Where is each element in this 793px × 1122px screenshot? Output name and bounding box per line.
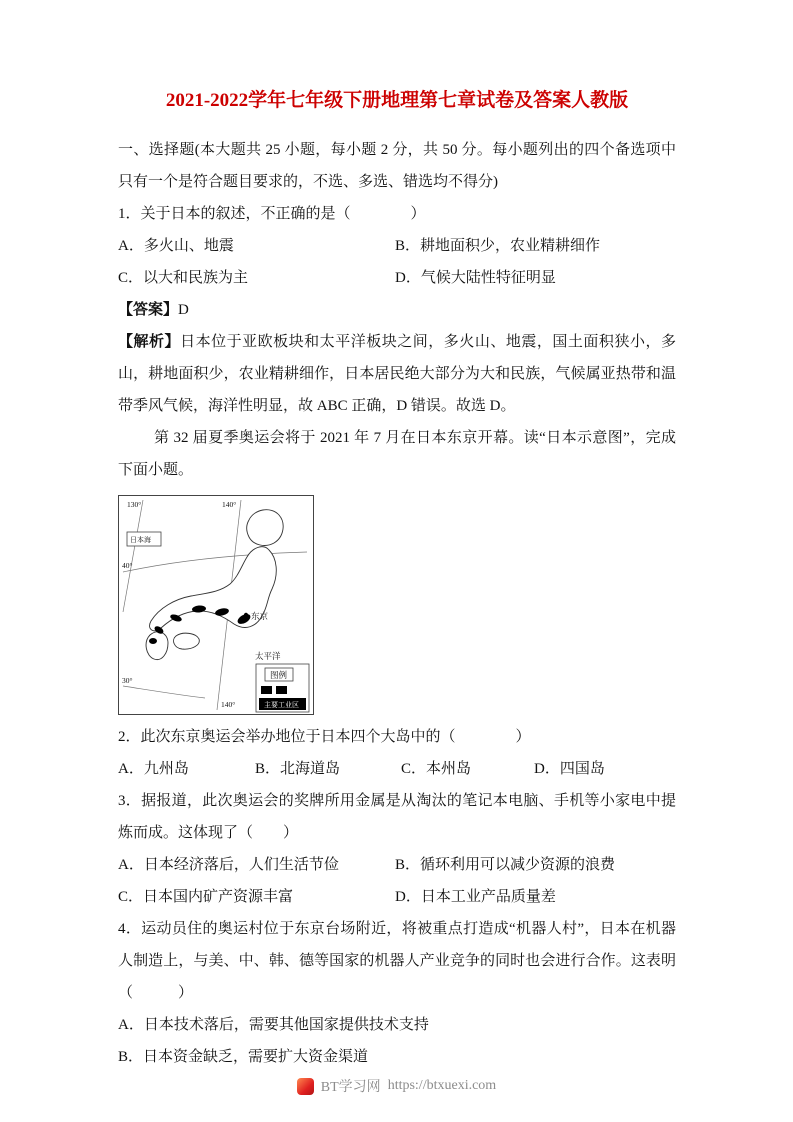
question-2-stem: 2．此次东京奥运会举办地位于日本四个大岛中的（ ） (118, 729, 531, 745)
legend-industrial-label: 主要工业区 (264, 701, 299, 709)
question-1-options-row-2 (118, 262, 676, 294)
section-header: 一、选择题(本大题共 25 小题，每小题 2 分，共 50 分。每小题列出的四个备选项中只有一个是符合题目要求的，不选、多选、错选均不得分) (118, 142, 676, 190)
answer-label: 【答案】 (118, 302, 179, 318)
document-title: 2021-2022学年七年级下册地理第七章试卷及答案人教版 (165, 90, 629, 111)
question-3-option-c: C．日本国内矿产资源丰富 (118, 889, 294, 905)
question-2-option-d: D．四国岛 (534, 761, 605, 777)
analysis-label: 【解析】 (118, 334, 181, 350)
industrial-zone-marker (149, 638, 157, 644)
kyushu-island (146, 632, 168, 660)
question-1-option-c: C．以大和民族为主 (118, 270, 249, 286)
question-1-option-d: D．气候大陆性特征明显 (395, 270, 556, 286)
question-1-stem: 1．关于日本的叙述，不正确的是（ ） (118, 206, 426, 222)
question-3-options-row-2 (118, 881, 676, 913)
map-label-140-bottom: 140° (221, 700, 236, 709)
question-2-option-c: C．本州岛 (401, 761, 472, 777)
question-2-option-a: A．九州岛 (118, 761, 189, 777)
map-label-130: 130° (127, 500, 142, 509)
passage-paragraph: 第 32 届夏季奥运会将于 2021 年 7 月在日本东京开幕。读“日本示意图”，完成下面小题。 (118, 430, 676, 478)
answer-line (118, 294, 676, 326)
legend-title: 图例 (270, 670, 288, 680)
analysis-paragraph (118, 326, 676, 422)
question-1-option-a: A．多火山、地震 (118, 238, 234, 254)
question-1-option-b: B．耕地面积少，农业精耕细作 (395, 238, 601, 254)
question-2-options-row (118, 753, 676, 785)
question-3-options-row-1 (118, 849, 676, 881)
parallel-30-line (123, 686, 205, 698)
page-footer (0, 1076, 793, 1096)
meridian-130-line (123, 500, 143, 612)
question-1-options-row-1 (118, 230, 676, 262)
footer-url-link[interactable]: https://btxuexi.com (387, 1078, 497, 1093)
question-3-option-d: D．日本工业产品质量差 (395, 889, 556, 905)
map-label-30: 30° (122, 676, 133, 685)
answer-value: D (178, 302, 189, 318)
legend-swatch (276, 686, 287, 694)
map-label-140-top: 140° (222, 500, 237, 509)
question-4-option-a: A．日本技术落后，需要其他国家提供技术支持 (118, 1017, 429, 1033)
shikoku-island (174, 633, 200, 649)
map-label-40: 40° (122, 561, 133, 570)
question-3-stem: 3．据报道，此次奥运会的奖牌所用金属是从淘汰的笔记本电脑、手机等小家电中提炼而成。这体现了（ ） (118, 793, 676, 841)
japan-map-figure (118, 495, 314, 715)
tokyo-label: 东京 (251, 611, 269, 621)
japan-map (119, 496, 311, 714)
analysis-text: 日本位于亚欧板块和太平洋板块之间，多火山、地震，国土面积狭小，多山，耕地面积少，农业精耕细作，日本居民绝大部分为大和民族，气候属亚热带和温带季风气候，海洋性明显，故 ABC 正确，D 错误。故选 D。 (118, 334, 676, 414)
tokyo-dot (244, 613, 248, 617)
question-4-option-b: B．日本资金缺乏，需要扩大资金渠道 (118, 1049, 369, 1065)
sea-of-japan-label: 日本海 (130, 536, 151, 544)
bt-logo-icon (297, 1078, 314, 1095)
legend-swatch (261, 686, 272, 694)
pacific-ocean-label: 太平洋 (255, 651, 281, 661)
footer-site-name: BT学习网 (320, 1080, 381, 1095)
question-4-stem: 4．运动员住的奥运村位于东京台场附近，将被重点打造成“机器人村”，日本在机器人制造上，与美、中、韩、德等国家的机器人产业竞争的同时也会进行合作。这表明（ ） (118, 921, 676, 1001)
hokkaido-island (247, 510, 283, 546)
question-3-option-a: A．日本经济落后，人们生活节俭 (118, 857, 339, 873)
parallel-40-line (123, 552, 307, 572)
question-3-option-b: B．循环利用可以减少资源的浪费 (395, 857, 616, 873)
question-2-option-b: B．北海道岛 (255, 761, 341, 777)
